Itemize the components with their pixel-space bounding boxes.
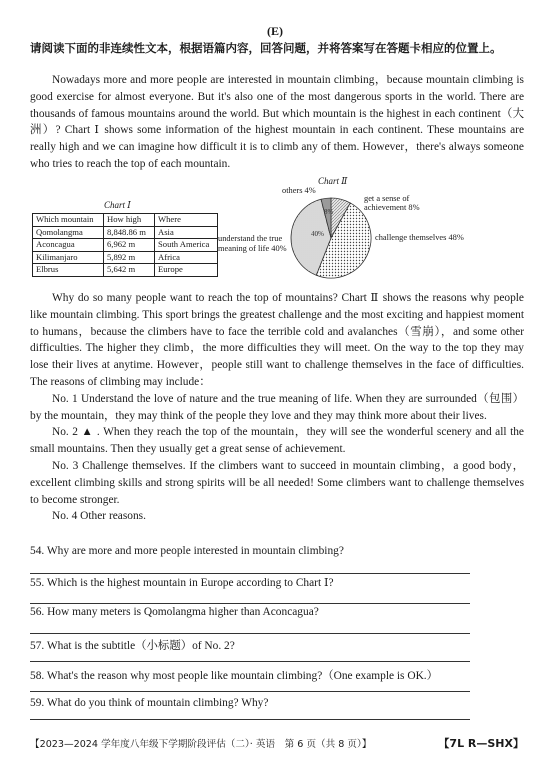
table-cell: Europe <box>155 264 218 277</box>
passage-paragraph: No. 4 Other reasons. <box>52 510 146 523</box>
passage-reasons <box>30 290 524 525</box>
table-cell: Elbrus <box>33 264 104 277</box>
table-row <box>33 251 218 264</box>
page-footer <box>30 736 524 750</box>
table-header-cell: How high <box>104 214 155 227</box>
table-cell: 5,642 m <box>104 264 155 277</box>
table-row <box>33 264 218 277</box>
question-58: 58. What's the reason why most people like mountain climbing?（One example is OK.） <box>30 670 439 682</box>
passage-paragraph: Why do so many people want to reach the top of mountains? Chart Ⅱ shows the reasons why people like mountain climbing. This sport brings the greatest challenge and the most exciting and happiest moment to humans，because the climbers have to face the terrible cold and avalanches（雪崩），and some other difficulties. The higher they climb，the more difficulties they will meet. On the way to the top they may lose their lives at anytime. However，people still want to challenge themselves in the face of difficulties. The reasons of climbing may include： <box>30 292 524 388</box>
table-cell: 6,962 m <box>104 239 155 252</box>
passage-paragraph: No. 1 Understand the love of nature and the true meaning of life. When they are surrounded（包围）by the mountain，they may think of the people they love and they may think more about their lives. <box>30 392 524 422</box>
passage-paragraph: No. 3 Challenge themselves. If the climbers want to succeed in mountain climbing，a good body，excellent climbing skills and strong spirits will be all needed! Some climbers want to challenge themselves to become stronger. <box>30 459 524 506</box>
chart1-title: Chart Ⅰ <box>104 200 131 210</box>
table-header-cell: Which mountain <box>33 214 104 227</box>
answer-line-56[interactable] <box>30 633 470 634</box>
pie-label-understand-line2: meaning of life 40% <box>218 244 287 253</box>
answer-line-58[interactable] <box>30 691 470 692</box>
answer-line-54[interactable] <box>30 573 470 574</box>
chart2-title: Chart Ⅱ <box>318 176 348 186</box>
table-cell: Aconcagua <box>33 239 104 252</box>
pie-label-challenge: challenge themselves 48% <box>375 233 464 242</box>
pie-label-understand-line1: understand the true <box>218 234 283 243</box>
table-cell: South America <box>155 239 218 252</box>
table-cell: 8,848.86 m <box>104 226 155 239</box>
table-cell: Africa <box>155 251 218 264</box>
table-cell: 5,892 m <box>104 251 155 264</box>
question-56: 56. How many meters is Qomolangma higher than Aconcagua? <box>30 606 319 618</box>
passage-paragraph: No. 2 ▲ . When they reach the top of the mountain，they will see the wonderful scenery and all the small mountains. Then they usually get a great sense of achievement. <box>30 426 524 456</box>
table-row <box>33 239 218 252</box>
section-label: (E) <box>267 24 283 38</box>
chart2-pie <box>289 196 373 280</box>
answer-line-55[interactable] <box>30 603 470 604</box>
table-cell: Qomolangma <box>33 226 104 239</box>
answer-line-59[interactable] <box>30 719 470 720</box>
question-59: 59. What do you think of mountain climbing? Why? <box>30 697 269 709</box>
answer-line-57[interactable] <box>30 661 470 662</box>
pie-label-achievement-line2: achievement 8% <box>364 203 420 212</box>
pie-label-achievement-line1: get a sense of <box>364 194 410 203</box>
table-cell: Kilimanjaro <box>33 251 104 264</box>
pie-inner-label-understand: 40% <box>311 230 324 238</box>
question-55: 55. Which is the highest mountain in Europe according to Chart Ⅰ? <box>30 577 334 589</box>
table-cell: Asia <box>155 226 218 239</box>
question-54: 54. Why are more and more people interested in mountain climbing? <box>30 545 344 557</box>
chart1-table <box>32 213 218 277</box>
pie-inner-label-achievement: 8% <box>324 208 334 216</box>
question-57: 57. What is the subtitle（小标题）of No. 2? <box>30 640 235 652</box>
table-header-row <box>33 214 218 227</box>
passage-intro <box>30 72 524 173</box>
pie-label-others: others 4% <box>282 186 316 195</box>
footer-code: 【7L R—SHX】 <box>438 737 524 750</box>
reading-instruction: 请阅读下面的非连续性文本，根据语篇内容，回答问题，并将答案写在答题卡相应的位置上。 <box>30 41 502 55</box>
table-header-cell: Where <box>155 214 218 227</box>
table-row <box>33 226 218 239</box>
footer-text: 【2023—2024 学年度八年级下学期阶段评估（二）· 英语 第 6 页（共 8 页）】 <box>30 739 372 750</box>
passage-paragraph: Nowadays more and more people are interested in mountain climbing，because mountain climbing is good exercise for almost everyone. But it's also one of the most dangerous sports in the world. There are thousands of famous mountains around the world. But which mountain is the highest in each continent（大洲）? Chart Ⅰ shows some information of the highest mountain in each continent. These mountains are really high and we can imagine how difficult it is to climb any of them. However，there's always someone who tries to reach the top of each mountain. <box>30 74 524 170</box>
